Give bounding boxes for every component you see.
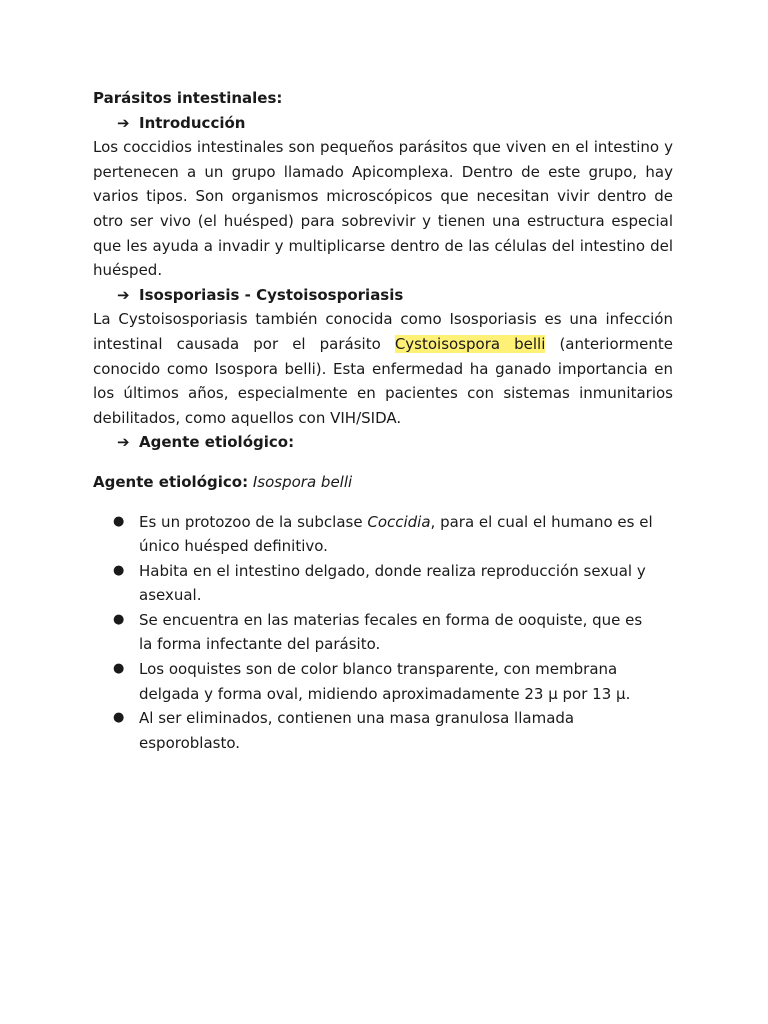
document-title: Parásitos intestinales: <box>93 89 283 107</box>
paragraph-text: La Cystoisosporiasis también conocida como Isosporiasis es una infección intestinal causada por el parásito <box>93 310 673 353</box>
list-item-italic: Coccidia <box>367 512 431 531</box>
arrow-icon: ➔ <box>117 285 130 304</box>
list-item-text: Se encuentra en las materias fecales en forma de ooquiste, que es la forma infectante del parásito. <box>139 610 643 654</box>
section-heading-label: Agente etiológico: <box>139 433 295 452</box>
bullet-list <box>93 510 673 756</box>
section-heading-agente <box>117 430 673 455</box>
bullet-icon: ● <box>113 611 125 627</box>
list-item <box>93 608 673 657</box>
section-heading-isosporiasis <box>117 283 673 308</box>
highlighted-parasite-name: Cystoisospora belli <box>394 334 546 353</box>
list-item-text: Al ser eliminados, contienen una masa granulosa llamada esporoblasto. <box>139 709 575 752</box>
arrow-icon: ➔ <box>117 113 130 132</box>
bullet-icon: ● <box>113 562 125 578</box>
list-item-text: Los ooquistes son de color blanco transparente, con membrana delgada y forma oval, midiendo aproximadamente 23 µ por 13 µ. <box>139 660 631 703</box>
list-item <box>93 657 673 706</box>
agent-value: Isospora belli <box>252 472 353 491</box>
list-item-text: Es un protozoo de la subclase <box>139 512 368 531</box>
section-heading-label: Introducción <box>139 113 246 132</box>
list-item-text: Habita en el intestino delgado, donde realiza reproducción sexual y asexual. <box>139 561 646 605</box>
list-item <box>93 510 673 559</box>
section-heading-introduccion <box>117 111 673 136</box>
paragraph-text: (anteriormente conocido como Isospora belli). Esta enfermedad ha ganado importancia en los últimos años, especialmente en pacientes con sistemas inmunitarios debilitados, como aquellos con VIH/SIDA. <box>93 334 673 427</box>
bullet-icon: ● <box>113 513 125 529</box>
document-page <box>93 86 673 755</box>
isosporiasis-paragraph <box>93 307 673 430</box>
bullet-icon: ● <box>113 710 125 726</box>
arrow-icon: ➔ <box>117 433 130 452</box>
list-item <box>93 706 673 755</box>
section-heading-label: Isosporiasis - Cystoisosporiasis <box>139 285 404 304</box>
list-item <box>93 559 673 608</box>
bullet-icon: ● <box>113 661 125 677</box>
agent-line <box>93 470 673 495</box>
list-item-text: , para el cual el humano es el único huésped definitivo. <box>139 512 653 556</box>
intro-paragraph: Los coccidios intestinales son pequeños parásitos que viven en el intestino y pertenecen a un grupo llamado Apicomplexa. Dentro de este grupo, hay varios tipos. Son organismos microscópicos que necesitan vivir dentro de otro ser vivo (el huésped) para sobrevivir y tienen una estructura especial que les ayuda a invadir y multiplicarse dentro de las células del intestino del huésped. <box>93 138 673 280</box>
agent-label: Agente etiológico: <box>93 472 249 491</box>
